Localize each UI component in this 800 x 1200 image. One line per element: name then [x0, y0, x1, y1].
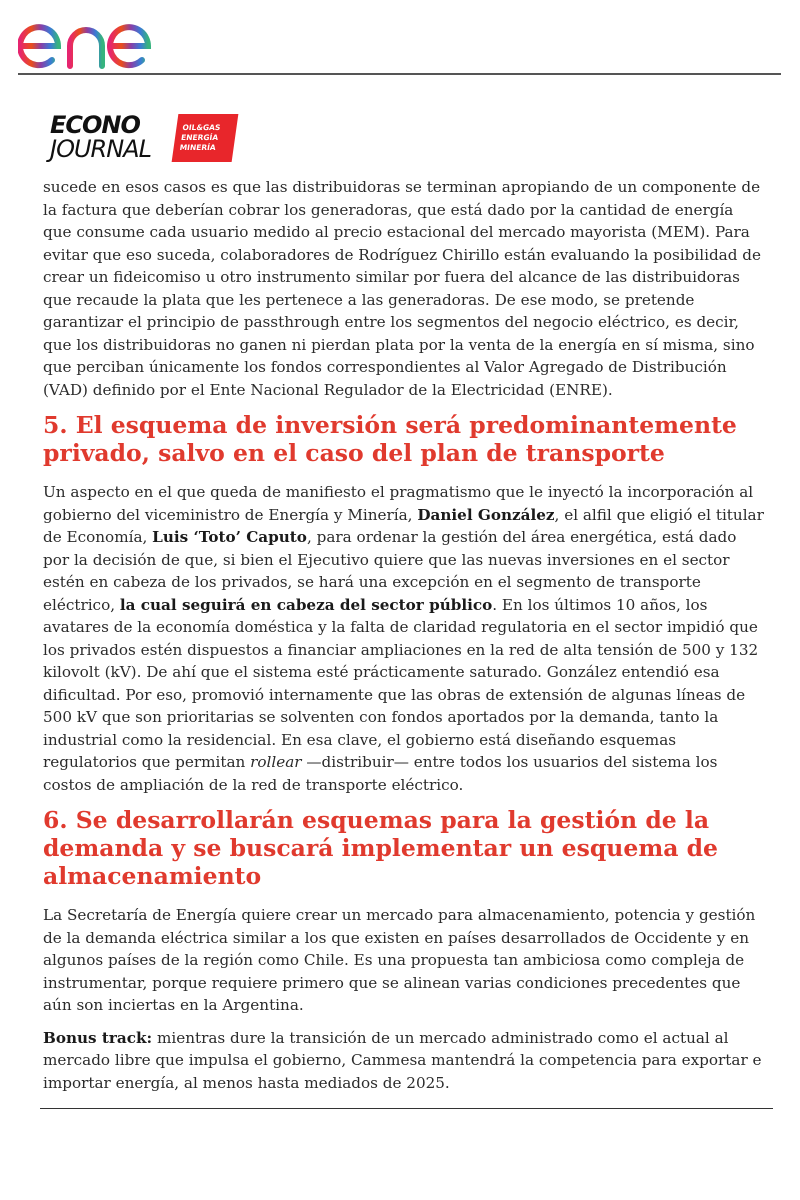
section-heading-5: 5. El esquema de inversión será predominantemente privado, salvo en el caso del plan de transporte [43, 411, 737, 467]
p2-text-5: —distribuir— entre todos los usuarios del sistema los costos de ampliación de la red de transporte eléctrico. [43, 753, 718, 794]
bonus-track-text: mientras dure la transición de un mercado administrado como el actual al mercado libre que impulsa el gobierno, Cammesa mantendrá la competencia para exportar e importar energía, al menos hasta mediados de 2025. [43, 1028, 762, 1092]
page-header [0, 0, 800, 76]
paragraph-4 [43, 1027, 765, 1095]
header-divider [18, 73, 781, 75]
badge-mineria: MINERÍA [179, 143, 217, 152]
article-body [43, 176, 765, 1104]
brand-line-1: ECONO [50, 111, 140, 139]
p2-text-3: , para ordenar la gestión del área energética, está dado por la decisión de que, si bien el Ejecutivo quiere que las nuevas inversiones en el sector estén en cabeza de los privados, se hará una excepción en el segmento de transporte eléctrico, [43, 528, 737, 614]
section-heading-6: 6. Se desarrollarán esquemas para la gestión de la demanda y se buscará implementar un esquema de almacenamiento [43, 806, 718, 890]
p2-text-2: , el alfil que eligió el titular de Economía, [43, 505, 764, 546]
p2-text-4: . En los últimos 10 años, los avatares de la economía doméstica y la falta de claridad regulatoria en el sector impidió que los privados estén dispuestos a financiar ampliaciones en la red de alta tensión de 500 y 132 kilovolt (kV). De ahí que el sistema esté prácticamente saturado. González entendió esa dificultad. Por eso, promovió internamente que las obras de extensión de algunas líneas de 500 kV que son prioritarias se solventen con fondos aportados por la demanda, tanto la industrial como la residencial. En esa clave, el gobierno está diseñando esquemas regulatorios que permitan [43, 595, 759, 771]
brand-line-2: JOURNAL [50, 135, 151, 163]
paragraph-2 [43, 481, 765, 796]
badge-energia: ENERGÍA [180, 133, 219, 142]
econojournal-logo [50, 110, 250, 166]
p2-emphasis: la cual seguirá en cabeza del sector público [119, 595, 493, 614]
badge-oilgas: OIL&GAS [181, 123, 221, 132]
brand-badge [172, 114, 239, 162]
enel-logo [18, 6, 190, 70]
footer-divider [40, 1108, 773, 1109]
p2-italic-rollear: rollear [250, 753, 302, 771]
person-luis-caputo: Luis ‘Toto’ Caputo [152, 528, 307, 546]
paragraph-3: La Secretaría de Energía quiere crear un mercado para almacenamiento, potencia y gestión de la demanda eléctrica similar a los que existen en países desarrollados de Occidente y en algunos países de la región como Chile. Es una propuesta tan ambiciosa como compleja de instrumentar, porque requiere primero que se alinean varias condiciones precedentes que aún son inciertas en la Argentina. [43, 906, 756, 1014]
person-daniel-gonzalez: Daniel González [417, 505, 555, 524]
bonus-track-label: Bonus track: [43, 1028, 153, 1047]
p2-text-1: Un aspecto en el que queda de manifiesto el pragmatismo que le inyectó la incorporación al gobierno del viceministro de Energía y Minería, [43, 483, 754, 524]
paragraph-1: sucede en esos casos es que las distribuidoras se terminan apropiando de un componente de la factura que deberían cobrar los generadoras, que está dado por la cantidad de energía que consume cada usuario medido al precio estacional del mercado mayorista (MEM). Para evitar que eso suceda, colaboradores de Rodríguez Chirillo están evaluando la posibilidad de crear un fideicomiso u otro instrumento similar por fuera del alcance de las distribuidoras que recaude la plata que les pertenece a las generadoras. De ese modo, se pretende garantizar el principio de passthrough entre los segmentos del negocio eléctrico, es decir, que los distribuidoras no ganen ni pierdan plata por la venta de la energía en sí misma, sino que perciban únicamente los fondos correspondientes al Valor Agregado de Distribución (VAD) definido por el Ente Nacional Regulador de la Electricidad (ENRE). [43, 178, 761, 399]
